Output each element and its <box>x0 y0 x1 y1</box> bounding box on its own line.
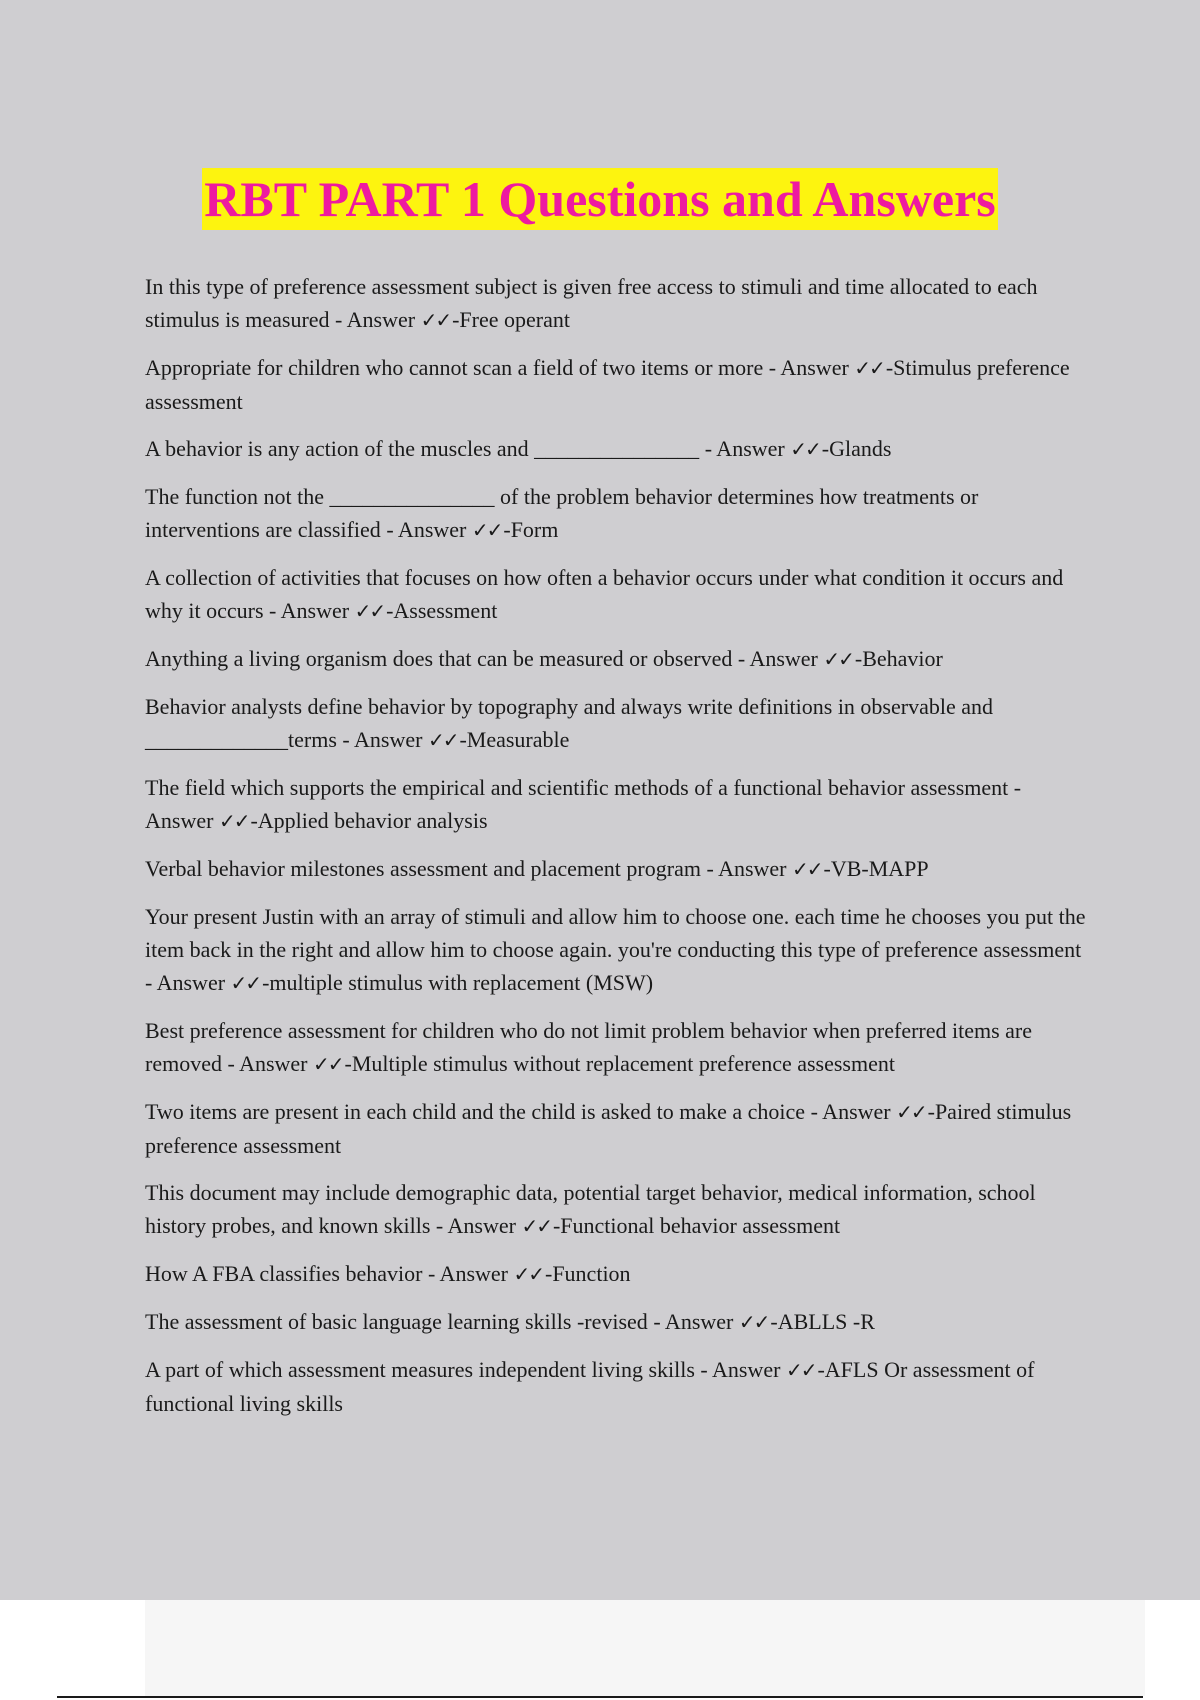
answer-label: - Answer <box>336 727 428 752</box>
answer-text: -multiple stimulus with replacement (MSW) <box>262 970 654 995</box>
answer-text: -AFLS Or assessment of functional living skills <box>145 1357 1035 1416</box>
answer-text: -Paired stimulus preference assessment <box>145 1099 1072 1158</box>
answer-label: - Answer <box>805 1099 897 1124</box>
qa-item <box>145 1257 1090 1291</box>
question-text: How A FBA classifies behavior <box>145 1261 423 1286</box>
answer-label: - Answer <box>422 1261 514 1286</box>
answer-label: - Answer <box>430 1213 522 1238</box>
double-check-icon: ✓✓ <box>792 857 822 881</box>
qa-item <box>145 480 1090 547</box>
qa-item <box>145 270 1090 337</box>
answer-label: - Answer <box>732 646 824 671</box>
page-bottom-area <box>145 1600 1145 1696</box>
double-check-icon: ✓✓ <box>230 971 261 995</box>
question-text: Verbal behavior milestones assessment and placement program <box>145 856 701 881</box>
answer-text: -Multiple stimulus without replacement preference assessment <box>344 1051 895 1076</box>
answer-label: - Answer <box>699 436 791 461</box>
question-text: The field which supports the empirical and scientific methods of a functional behavior assessment <box>145 775 1009 800</box>
qa-item <box>145 1176 1090 1243</box>
question-text: The assessment of basic language learning skills -revised <box>145 1309 648 1334</box>
answer-text: -Stimulus preference assessment <box>145 355 1070 414</box>
answer-label: - Answer <box>647 1309 739 1334</box>
double-check-icon: ✓✓ <box>823 647 853 671</box>
answer-text: -Function <box>545 1261 631 1286</box>
answer-text: -Behavior <box>854 646 943 671</box>
title-container <box>0 168 1200 230</box>
double-check-icon: ✓✓ <box>427 728 458 752</box>
answer-label: - Answer <box>221 1051 314 1076</box>
question-text: Behavior analysts define behavior by topography and always write definitions in observable and _____________terms <box>145 694 993 752</box>
answer-text: -ABLLS -R <box>770 1309 875 1334</box>
question-text: A part of which assessment measures independent living skills <box>145 1357 695 1382</box>
answer-label: - Answer <box>380 517 472 542</box>
answer-text: -VB-MAPP <box>823 856 929 881</box>
question-text: Anything a living organism does that can be measured or observed <box>145 646 733 671</box>
question-text: A behavior is any action of the muscles and _______________ <box>145 436 700 461</box>
answer-label: - Answer <box>329 307 421 332</box>
question-text: Appropriate for children who cannot scan a field of two items or more <box>145 355 764 380</box>
qa-item <box>145 690 1090 757</box>
double-check-icon: ✓✓ <box>790 437 820 461</box>
question-text: A collection of activities that focuses on how often a behavior occurs under what condition it occurs and why it occurs <box>145 565 1064 623</box>
answer-label: - Answer <box>700 856 792 881</box>
answer-text: -Form <box>503 517 559 542</box>
double-check-icon: ✓✓ <box>738 1310 769 1334</box>
question-text: Your present Justin with an array of stimuli and allow him to choose one. each time he chooses you put the item back in the right and allow him to choose again. you're conducting this type of preference assessment <box>145 904 1086 962</box>
qa-item <box>145 771 1090 838</box>
answer-text: -Free operant <box>452 307 570 332</box>
answer-label: - Answer <box>145 970 231 995</box>
answer-text: -Assessment <box>386 598 498 623</box>
answer-text: -Glands <box>821 436 892 461</box>
footer-divider <box>57 1696 1143 1698</box>
answer-label: - Answer <box>763 355 855 380</box>
question-text: This document may include demographic data, potential target behavior, medical information, school history probes, and known skills <box>145 1180 1036 1238</box>
answer-text: -Applied behavior analysis <box>250 808 488 833</box>
answer-label: - Answer <box>694 1357 786 1382</box>
qa-item <box>145 1095 1090 1162</box>
double-check-icon: ✓✓ <box>854 356 884 380</box>
qa-item <box>145 900 1090 1000</box>
double-check-icon: ✓✓ <box>471 518 502 542</box>
qa-item <box>145 642 1090 676</box>
answer-label: - Answer <box>145 775 1022 833</box>
double-check-icon: ✓✓ <box>521 1214 551 1238</box>
qa-item <box>145 852 1090 886</box>
double-check-icon: ✓✓ <box>513 1262 543 1286</box>
qa-list <box>145 270 1090 1434</box>
question-text: The function not the _______________ of the problem behavior determines how treatments or interventions are classified <box>145 484 979 542</box>
qa-item <box>145 561 1090 628</box>
double-check-icon: ✓✓ <box>420 308 451 332</box>
double-check-icon: ✓✓ <box>313 1052 343 1076</box>
answer-text: -Measurable <box>459 727 570 752</box>
question-text: Two items are present in each child and the child is asked to make a choice <box>145 1099 806 1124</box>
question-text: In this type of preference assessment subject is given free access to stimuli and time allocated to each stimulus is measured <box>145 274 1038 332</box>
answer-text: -Functional behavior assessment <box>552 1213 841 1238</box>
qa-item <box>145 1305 1090 1339</box>
question-text: Best preference assessment for children who do not limit problem behavior when preferred items are removed <box>145 1018 1033 1076</box>
qa-item <box>145 1353 1090 1420</box>
page-title: RBT PART 1 Questions and Answers <box>202 168 997 230</box>
qa-item <box>145 351 1090 418</box>
double-check-icon: ✓✓ <box>896 1100 926 1124</box>
double-check-icon: ✓✓ <box>354 599 385 623</box>
double-check-icon: ✓✓ <box>218 809 249 833</box>
double-check-icon: ✓✓ <box>785 1358 816 1382</box>
qa-item <box>145 432 1090 466</box>
qa-item <box>145 1014 1090 1081</box>
answer-label: - Answer <box>263 598 355 623</box>
